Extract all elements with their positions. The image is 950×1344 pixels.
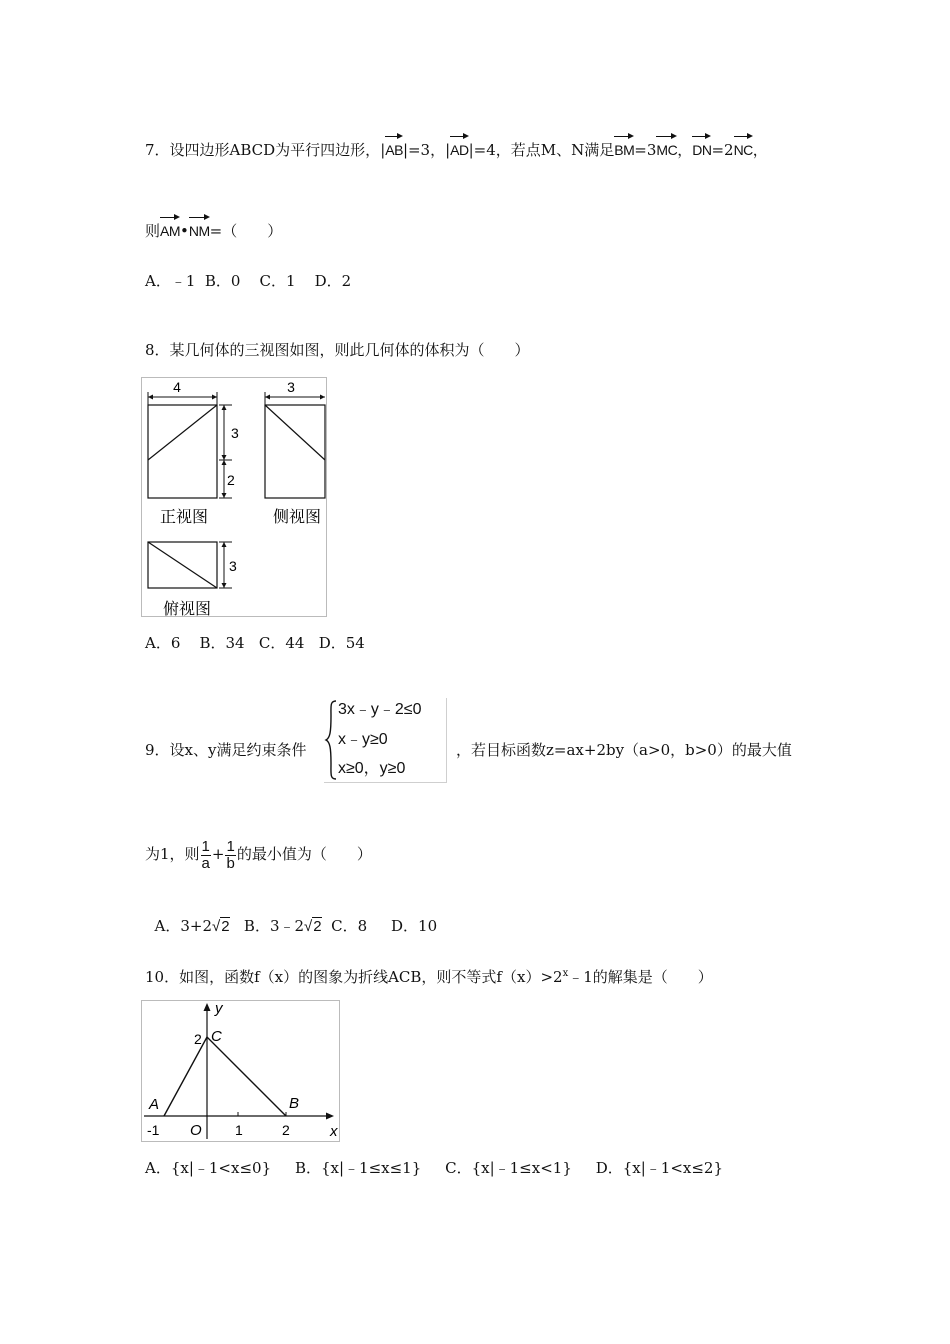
tick-label-neg1: -1: [147, 1122, 160, 1138]
q8-stem: 8．某几何体的三视图如图，则此几何体的体积为（ ）: [145, 341, 530, 359]
q7-abs-ab: |=3，: [402, 141, 446, 159]
vector-am: AM: [160, 221, 180, 241]
y-axis-arrow-icon: [204, 1003, 211, 1011]
q7-abs-ad: |=4，若点M、N满足: [468, 141, 615, 159]
q10-stem: 10．如图，函数f（x）的图象为折线ACB，则不等式$f(x)>2^x﹣1$的解集是（ ）: [145, 968, 713, 986]
plus-sign: +: [211, 845, 225, 863]
side-view-caption: 侧视图: [272, 509, 322, 526]
q7-line2-prefix: 则: [145, 222, 161, 240]
three-view-figure: [141, 377, 327, 617]
vector-mc: MC: [656, 140, 677, 160]
vector-ad: AD: [450, 140, 468, 160]
fraction-1-over-a: $\frac{1}{a}$: [201, 837, 210, 872]
vector-bm: BM: [614, 140, 634, 160]
point-c-label: C: [211, 1028, 222, 1045]
q9-suffix: ，若目标函数z=ax+2by（a>0，b>0）的最大值: [456, 741, 792, 759]
x-axis-arrow-icon: [326, 1113, 334, 1120]
vector-nc: NC: [734, 140, 753, 160]
vector-nm: NM: [189, 221, 210, 241]
q7-prefix: 7．设四边形ABCD为平行四边形，: [145, 141, 381, 159]
y-axis-label: y: [215, 1001, 223, 1017]
q9-line2-suffix: 的最小值为（ ）: [236, 845, 372, 863]
dot-product-symbol: •: [180, 222, 189, 240]
constraint-2: x﹣y≥0: [338, 731, 388, 748]
q7-bar: |: [380, 141, 386, 159]
q10-options: A．{x|﹣1<x≤0} B．{x|﹣1≤x≤1} C．{x|﹣1≤x<1} D．{x|﹣1<x≤2}: [145, 1159, 724, 1177]
graph-drawing: [142, 1001, 339, 1141]
q7-eq2: =2: [711, 141, 734, 159]
tick-label-y2: 2: [194, 1031, 202, 1047]
q7-bar: |: [445, 141, 451, 159]
vector-ab: AB: [385, 140, 403, 160]
constraint-3: x≥0，y≥0: [338, 760, 406, 777]
function-graph: [141, 1000, 340, 1142]
top-view-diagonal: [148, 542, 217, 588]
side-width-label: 3: [287, 379, 295, 395]
tick-label-1: 1: [235, 1122, 243, 1138]
q9-options-rest: C．8 D．10: [321, 917, 438, 935]
three-view-drawing: [142, 378, 326, 616]
q8-options: A．6 B．34 C．44 D．54: [145, 634, 365, 652]
q7-comma2: ，: [752, 141, 768, 159]
front-view-diagonal: [148, 405, 217, 460]
sqrt-icon: √2: [304, 918, 322, 935]
q7-line2-suffix: =（ ）: [209, 222, 283, 240]
point-a-label: A: [149, 1096, 160, 1113]
fraction-1-over-b: $\frac{1}{b}$: [226, 837, 235, 872]
polyline-acb: [164, 1037, 286, 1116]
q7-options: A．﹣1 B．0 C．1 D．2: [145, 272, 352, 290]
origin-label: O: [190, 1122, 202, 1139]
q7-line2: [145, 221, 282, 241]
q7-eq3: =3: [634, 141, 657, 159]
top-height-label: 3: [229, 558, 237, 574]
q9-line2: [145, 836, 372, 872]
vector-dn: DN: [692, 140, 711, 160]
q9-option-a: A．3+2: [154, 917, 213, 935]
q7-line1: [145, 140, 768, 160]
q7-comma: ，: [677, 141, 693, 159]
front-h2-label: 2: [227, 472, 235, 488]
top-view-caption: 俯视图: [162, 601, 212, 616]
constraint-1: 3x﹣y﹣2≤0: [338, 701, 422, 718]
constraint-system: [324, 698, 447, 783]
sqrt-icon: √2: [212, 918, 230, 935]
q9-line2-prefix: 为1，则: [145, 845, 200, 863]
q9-prefix: 9．设x、y满足约束条件: [145, 741, 307, 759]
exponent-x: x: [562, 968, 569, 979]
front-view-caption: 正视图: [159, 509, 209, 526]
tick-label-2: 2: [282, 1122, 290, 1138]
front-h1-label: 3: [231, 425, 239, 441]
point-b-label: B: [289, 1095, 300, 1112]
q9-option-b: B．3﹣2: [229, 917, 305, 935]
front-width-label: 4: [173, 379, 181, 395]
side-view-diagonal: [265, 405, 325, 460]
q9-options: [145, 896, 437, 937]
x-axis-label: x: [330, 1123, 338, 1140]
